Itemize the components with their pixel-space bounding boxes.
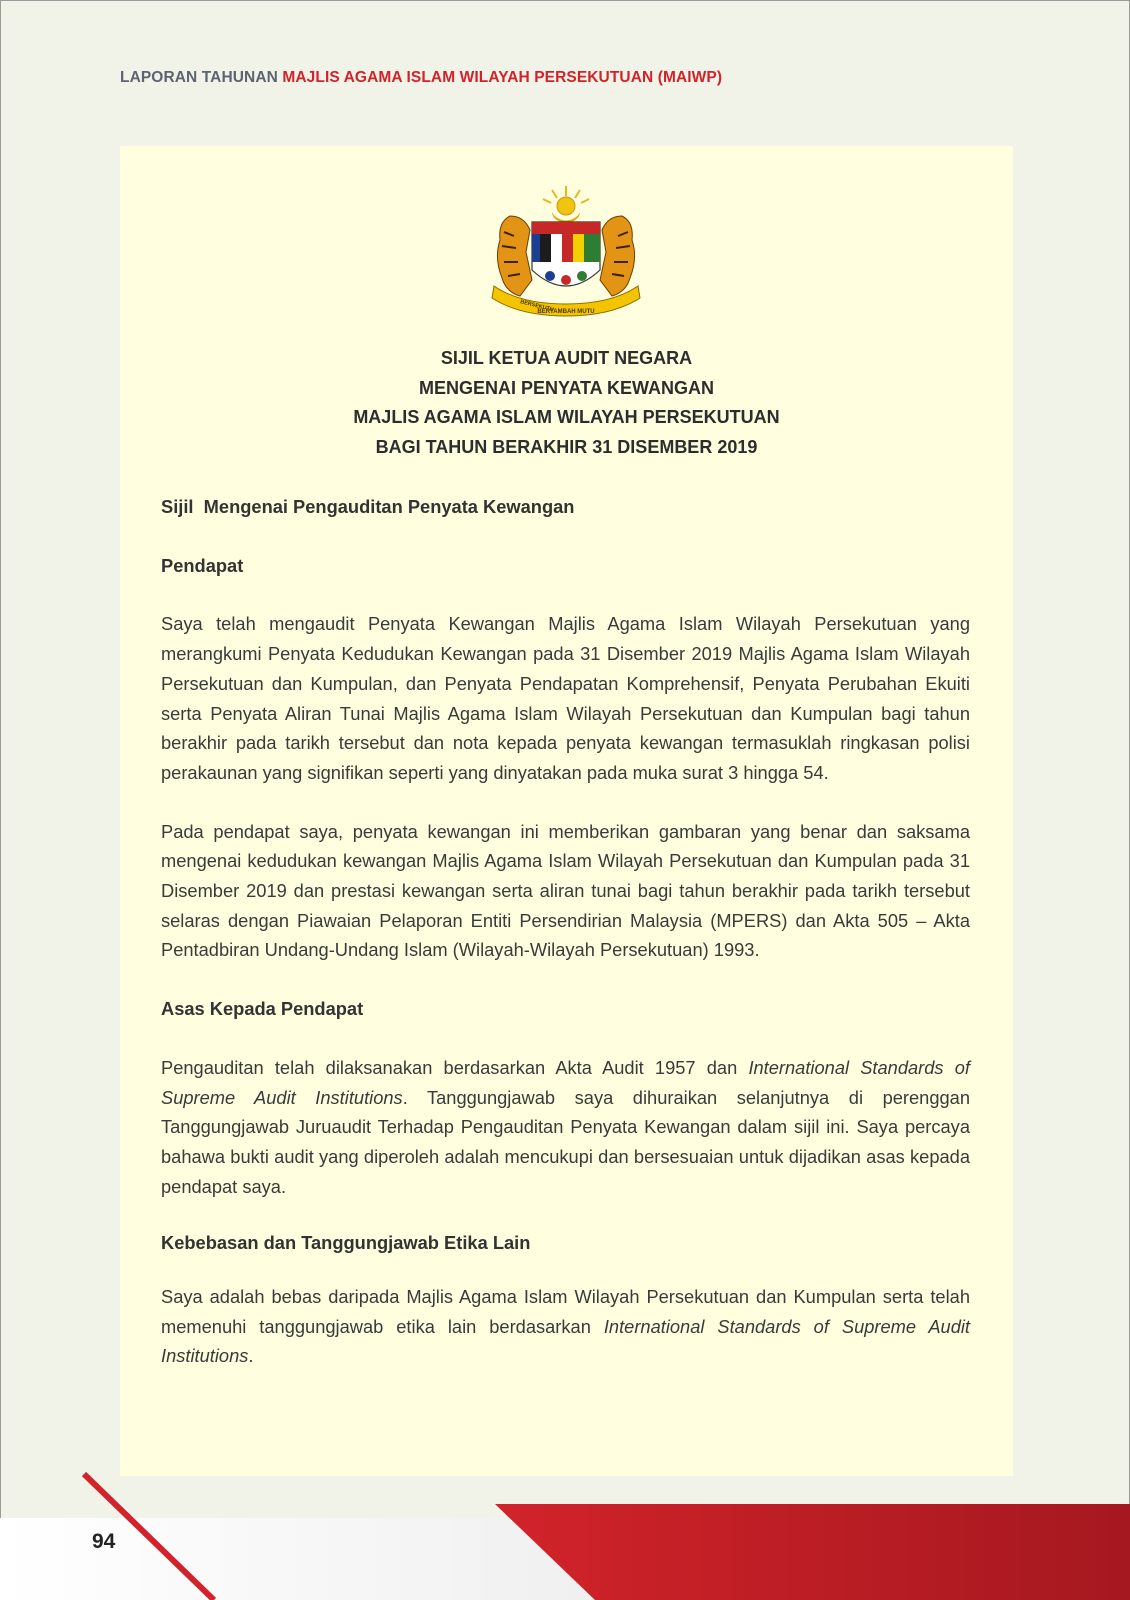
ethics-text-a: Saya adalah bebas daripada Majlis Agama Islam Wilayah Persekutuan dan Kumpulan serta telah memenuhi tanggungjawab etika lain berdasarkan xyxy=(161,1286,970,1337)
basis-text-a: Pengauditan telah dilaksanakan berdasarkan Akta Audit 1957 dan xyxy=(161,1056,749,1078)
malaysia-coat-of-arms-icon xyxy=(480,182,652,322)
basis-paragraph xyxy=(161,1053,970,1202)
basis-text-italic: International Standards of Supreme Audit Institutions xyxy=(161,1056,970,1108)
header-organization: MAJLIS AGAMA ISLAM WILAYAH PERSEKUTUAN (MAIWP) xyxy=(282,69,723,86)
crest-motto-left: BERSEKUTU xyxy=(519,299,555,314)
opinion-paragraph-1: Saya telah mengaudit Penyata Kewangan Majlis Agama Islam Wilayah Persekutuan yang merangkumi Penyata Kedudukan Kewangan pada 31 Disember 2019 Majlis Agama Islam Wilayah Persekutuan dan Kumpulan, dan Penyata Pendapatan Komprehensif, Penyata Perubahan Ekuiti serta Penyata Aliran Tunai Majlis Agama Islam Wilayah Persekutuan dan Kumpulan bagi tahun berakhir pada tarikh tersebut dan nota kepada penyata kewangan termasuklah ringkasan polisi perakaunan yang signifikan seperti yang dinyatakan pada muka surat 3 hingga 54. xyxy=(161,613,970,783)
ethics-paragraph xyxy=(161,1282,970,1371)
crest-motto-center: BERTAMBAH MUTU xyxy=(537,309,595,315)
basis-text-b: . Tanggungjawab saya dihuraikan selanjutnya di perenggan Tanggungjawab Juruaudit Terhadap Pengauditan Penyata Kewangan dalam sijil ini. Saya percaya bahawa bukti audit yang diperoleh adalah mencukupi dan bersesuaian untuk dijadikan asas kepada pendapat saya. xyxy=(161,1086,970,1197)
ethics-text-b: . xyxy=(248,1345,254,1367)
section-heading-opinion: Pendapat xyxy=(161,554,244,576)
section-heading-ethics: Kebebasan dan Tanggungjawab Etika Lain xyxy=(161,1232,531,1254)
header-prefix: LAPORAN TAHUNAN xyxy=(120,69,278,86)
section-heading-basis: Asas Kepada Pendapat xyxy=(161,998,364,1020)
ethics-text-italic: International Standards of Supreme Audit Institutions xyxy=(161,1315,971,1367)
opinion-paragraph-2: Pada pendapat saya, penyata kewangan ini memberikan gambaran yang benar dan saksama mengenai kedudukan kewangan Majlis Agama Islam Wilayah Persekutuan dan Kumpulan pada 31 Disember 2019 dan prestasi kewangan serta aliran tunai bagi tahun berakhir pada tarikh tersebut selaras dengan Piawaian Pelaporan Entiti Persendirian Malaysia (MPERS) dan Akta 505 – Akta Pentadbiran Undang-Undang Islam (Wilayah-Wilayah Persekutuan) 1993. xyxy=(161,820,970,961)
footer-decoration xyxy=(0,1470,1130,1600)
audit-certificate-letter xyxy=(120,146,1013,1476)
running-header xyxy=(120,69,722,87)
certificate-body xyxy=(161,492,970,1371)
page-number: 94 xyxy=(92,1530,116,1553)
title-line-1: SIJIL KETUA AUDIT NEGARA xyxy=(440,348,693,368)
title-line-3: MAJLIS AGAMA ISLAM WILAYAH PERSEKUTUAN xyxy=(353,407,780,427)
certificate-title xyxy=(120,344,1013,462)
section-heading-main: Sijil Mengenai Pengauditan Penyata Kewangan xyxy=(161,496,575,517)
title-line-4: BAGI TAHUN BERAKHIR 31 DISEMBER 2019 xyxy=(375,436,758,457)
title-line-2: MENGENAI PENYATA KEWANGAN xyxy=(418,377,715,398)
